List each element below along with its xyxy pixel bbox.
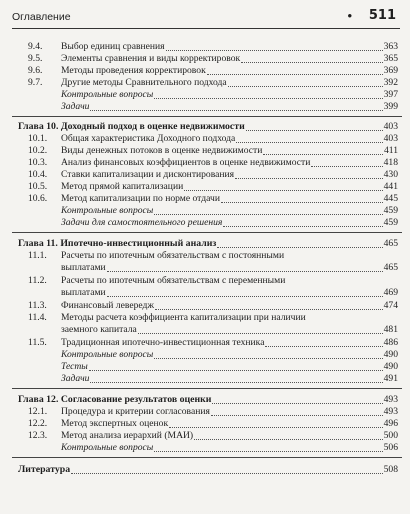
entry-number: 10.4. xyxy=(28,169,48,180)
entry-page: 392 xyxy=(383,77,398,88)
toc-entry xyxy=(28,181,398,193)
entry-title: Контрольные вопросы xyxy=(61,442,154,453)
entry-title-line1: Расчеты по ипотечным обязательствам с постоянными xyxy=(61,250,285,261)
entry-page: 445 xyxy=(383,193,398,204)
dot-leader xyxy=(212,403,382,404)
dot-leader xyxy=(155,309,383,310)
toc-entry xyxy=(28,77,398,89)
entry-page: 369 xyxy=(383,65,398,76)
toc-entry xyxy=(61,324,398,336)
entry-title-line1: Расчеты по ипотечным обязательствам с переменными xyxy=(61,275,286,286)
entry-number: 10.2. xyxy=(28,145,48,156)
chapter-heading xyxy=(18,464,398,476)
divider xyxy=(12,388,402,389)
entry-title: Метод анализа иерархий (МАИ) xyxy=(61,430,194,441)
dot-leader xyxy=(107,296,383,297)
entry-title: Задачи xyxy=(61,101,90,112)
entry-page: 474 xyxy=(383,300,398,311)
entry-page: 465 xyxy=(383,262,398,273)
dot-leader xyxy=(263,154,383,155)
entry-title: Метод прямой капитализации xyxy=(61,181,184,192)
entry-page: 459 xyxy=(383,205,398,216)
dot-leader xyxy=(154,451,382,452)
toc-entry xyxy=(61,349,398,361)
toc-entry xyxy=(61,442,398,454)
dot-leader xyxy=(228,86,383,87)
entry-number: 10.5. xyxy=(28,181,48,192)
toc-entry xyxy=(28,418,398,430)
entry-title: Анализ финансовых коэффициентов в оценке недвижимости xyxy=(61,157,311,168)
dot-leader xyxy=(246,130,383,131)
toc-entry xyxy=(28,41,398,53)
entry-title-line1: Методы расчета коэффициента капитализации при наличии xyxy=(61,312,306,323)
entry-title: Тесты xyxy=(61,361,88,372)
chapter-heading xyxy=(18,394,398,406)
entry-page: 403 xyxy=(383,121,398,132)
entry-page: 508 xyxy=(383,464,398,475)
dot-leader xyxy=(265,346,382,347)
chapter-heading xyxy=(18,121,398,133)
entry-page: 465 xyxy=(383,238,398,249)
dot-leader xyxy=(207,74,383,75)
entry-title: выплатами xyxy=(61,287,106,298)
divider xyxy=(12,232,402,233)
entry-page: 490 xyxy=(383,349,398,360)
entry-page: 486 xyxy=(383,337,398,348)
entry-page: 399 xyxy=(383,101,398,112)
toc-entry xyxy=(28,65,398,77)
dot-leader xyxy=(90,382,382,383)
entry-number: 11.5. xyxy=(28,337,47,348)
dot-leader xyxy=(89,370,383,371)
entry-number: 9.7. xyxy=(28,77,43,88)
entry-page: 493 xyxy=(383,394,398,405)
dot-leader xyxy=(211,415,383,416)
entry-number: 10.3. xyxy=(28,157,48,168)
dot-leader xyxy=(236,142,382,143)
dot-leader xyxy=(241,62,382,63)
entry-title: Процедура и критерии согласования xyxy=(61,406,210,417)
toc-entry xyxy=(28,193,398,205)
dot-leader xyxy=(107,271,383,272)
toc-entry xyxy=(61,287,398,299)
toc-entry xyxy=(28,133,398,145)
dot-leader xyxy=(221,202,383,203)
entry-number: 12.1. xyxy=(28,406,48,417)
dot-leader xyxy=(166,50,383,51)
header-bullet: • xyxy=(347,8,352,23)
dot-leader xyxy=(194,439,382,440)
entry-title: Финансовый левередж xyxy=(61,300,155,311)
toc-entry xyxy=(28,157,398,169)
entry-page: 506 xyxy=(383,442,398,453)
toc-entry xyxy=(61,361,398,373)
toc-entry xyxy=(28,406,398,418)
entry-title: Метод капитализации по норме отдачи xyxy=(61,193,220,204)
chapter-title: Глава 10. Доходный подход в оценке недвижимости xyxy=(18,121,245,132)
entry-page: 500 xyxy=(383,430,398,441)
entry-title: Элементы сравнения и виды корректировок xyxy=(61,53,241,64)
entry-number: 9.5. xyxy=(28,53,43,64)
entry-title: Другие методы Сравнительного подхода xyxy=(61,77,227,88)
toc-entry xyxy=(61,262,398,274)
entry-number: 9.6. xyxy=(28,65,43,76)
toc-entry xyxy=(61,373,398,385)
entry-title: Метод экспертных оценок xyxy=(61,418,169,429)
entry-page: 459 xyxy=(383,217,398,228)
dot-leader xyxy=(90,110,382,111)
divider xyxy=(12,116,402,117)
entry-title: Задачи для самостоятельного решения xyxy=(61,217,223,228)
entry-page: 496 xyxy=(383,418,398,429)
entry-number: 12.2. xyxy=(28,418,48,429)
toc-entry xyxy=(28,430,398,442)
entry-title: Виды денежных потоков в оценке недвижимости xyxy=(61,145,263,156)
entry-title: Традиционная ипотечно-инвестиционная техника xyxy=(61,337,265,348)
running-header xyxy=(12,6,400,29)
dot-leader xyxy=(154,358,382,359)
entry-title: Выбор единиц сравнения xyxy=(61,41,165,52)
entry-page: 469 xyxy=(383,287,398,298)
entry-title: заемного капитала xyxy=(61,324,137,335)
entry-number: 10.6. xyxy=(28,193,48,204)
entry-title: Ставки капитализации и дисконтирования xyxy=(61,169,235,180)
toc-entry xyxy=(61,101,398,113)
entry-page: 491 xyxy=(383,373,398,384)
entry-title: Общая характеристика Доходного подхода xyxy=(61,133,236,144)
entry-number: 11.3. xyxy=(28,300,47,311)
entry-page: 411 xyxy=(383,145,398,156)
entry-title: Методы проведения корректировок xyxy=(61,65,206,76)
entry-page: 403 xyxy=(383,133,398,144)
entry-page: 365 xyxy=(383,53,398,64)
dot-leader xyxy=(138,333,383,334)
entry-number: 11.1. xyxy=(28,250,47,261)
dot-leader xyxy=(217,247,382,248)
dot-leader xyxy=(235,178,383,179)
toc-entry xyxy=(28,169,398,181)
entry-page: 397 xyxy=(383,89,398,100)
dot-leader xyxy=(154,214,382,215)
toc-entry xyxy=(28,145,398,157)
entry-title: Контрольные вопросы xyxy=(61,89,154,100)
divider xyxy=(12,457,402,458)
toc-entry xyxy=(28,300,398,312)
dot-leader xyxy=(223,226,382,227)
dot-leader xyxy=(71,473,382,474)
entry-number: 11.2. xyxy=(28,275,47,286)
entry-page: 493 xyxy=(383,406,398,417)
toc-entry xyxy=(61,205,398,217)
entry-title: Контрольные вопросы xyxy=(61,349,154,360)
entry-page: 441 xyxy=(383,181,398,192)
entry-number: 12.3. xyxy=(28,430,48,441)
entry-title: Контрольные вопросы xyxy=(61,205,154,216)
dot-leader xyxy=(311,166,382,167)
dot-leader xyxy=(169,427,382,428)
entry-page: 490 xyxy=(383,361,398,372)
toc-entry xyxy=(61,217,398,229)
chapter-heading xyxy=(18,238,398,250)
entry-number: 11.4. xyxy=(28,312,47,323)
toc-entry xyxy=(28,337,398,349)
toc-entry xyxy=(28,53,398,65)
header-title: Оглавление xyxy=(12,11,71,23)
entry-page: 481 xyxy=(383,324,398,335)
toc-entry xyxy=(61,89,398,101)
chapter-title: Глава 11. Ипотечно-инвестиционный анализ xyxy=(18,238,217,249)
dot-leader xyxy=(184,190,382,191)
entry-page: 430 xyxy=(383,169,398,180)
page-number: 511 xyxy=(368,8,396,23)
entry-page: 363 xyxy=(383,41,398,52)
entry-title: Задачи xyxy=(61,373,90,384)
entry-title: выплатами xyxy=(61,262,106,273)
chapter-title: Литература xyxy=(18,464,71,475)
entry-page: 418 xyxy=(383,157,398,168)
dot-leader xyxy=(154,98,382,99)
chapter-title: Глава 12. Согласование результатов оценки xyxy=(18,394,212,405)
entry-number: 10.1. xyxy=(28,133,48,144)
entry-number: 9.4. xyxy=(28,41,43,52)
